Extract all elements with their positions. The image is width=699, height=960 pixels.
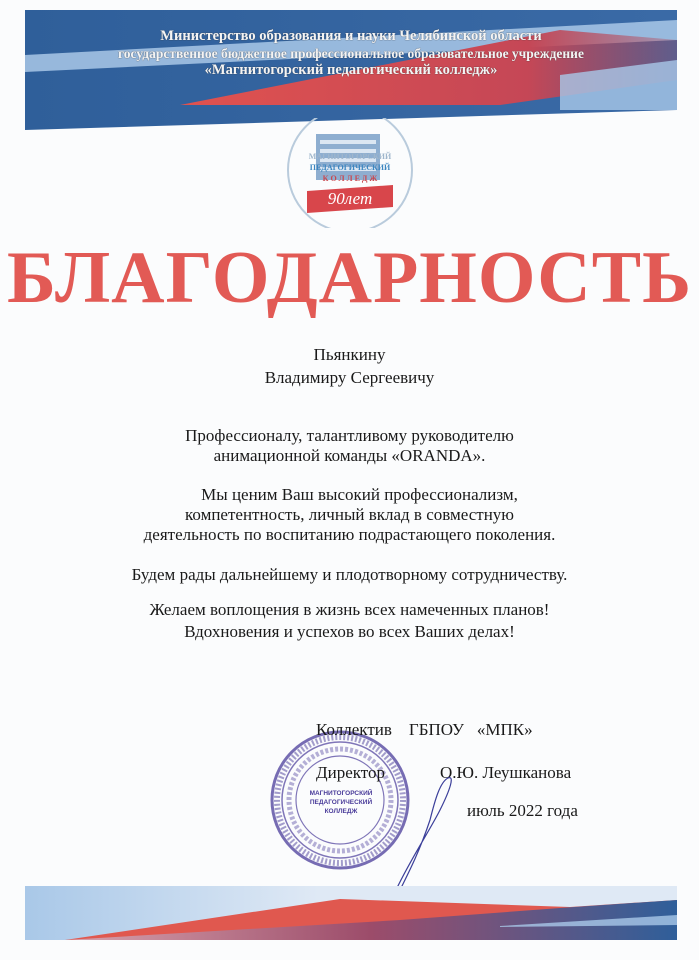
body-p4-line2: Вдохновения и успехов во всех Ваших делах! (184, 622, 515, 641)
recipient-surname: Пьянкину (313, 345, 386, 364)
header-institution-type: государственное бюджетное профессиональное образовательное учреждение (118, 46, 584, 61)
header-ministry: Министерство образования и науки Челябинской области (160, 28, 542, 44)
logo-ribbon-text: 90лет (327, 189, 373, 208)
signature-date: июль 2022 года (467, 801, 578, 820)
logo-line1: МАГНИТОГОРСКИЙ (308, 152, 392, 161)
building-emblem-icon (285, 118, 415, 228)
header-institution-name: «Магнитогорский педагогический колледж» (204, 62, 498, 78)
recipient-name: Владимиру Сергеевичу (264, 368, 435, 387)
director-label: Директор (316, 763, 385, 782)
logo-line2: ПЕДАГОГИЧЕСКИЙ (309, 163, 391, 172)
director-name: О.Ю. Леушканова (440, 763, 572, 782)
bottom-banner (0, 880, 699, 950)
body-p1-line1: Профессионалу, талантливому руководителю (185, 426, 514, 445)
body-p2-line3: деятельность по воспитанию подрастающего поколения. (143, 525, 556, 544)
body-p3: Будем рады дальнейшему и плодотворному сотрудничеству. (131, 565, 568, 584)
certificate-title: БЛАГОДАРНОСТЬ (6, 237, 693, 319)
logo-line3: К О Л Л Е Д Ж (322, 174, 378, 183)
body-p4-line1: Желаем воплощения в жизнь всех намеченных планов! (149, 600, 550, 619)
body-p2-line1: Мы ценим Ваш высокий профессионализм, (201, 485, 518, 504)
stamp-center-text: МАГНИТОГОРСКИЙ ПЕДАГОГИЧЕСКИЙ КОЛЛЕДЖ (309, 790, 373, 815)
signature-collective: Коллектив ГБПОУ «МПК» (316, 720, 533, 739)
body-p1-line2: анимационной команды «ORANDA». (213, 446, 486, 465)
body-p2-line2: компетентность, личный вклад в совместную (185, 505, 514, 524)
college-logo (285, 118, 415, 218)
